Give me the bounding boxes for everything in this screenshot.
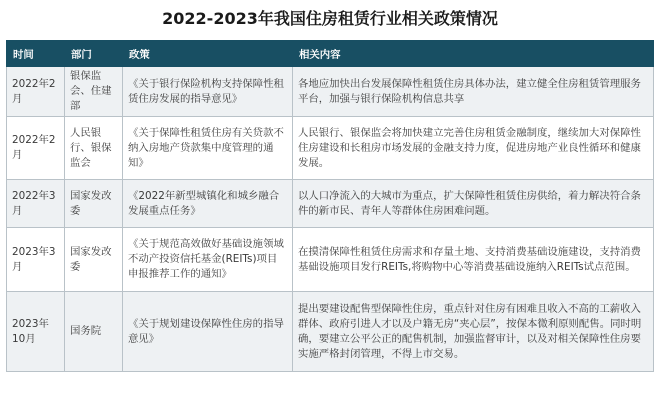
cell-policy: 《关于保障性租赁住房有关贷款不纳入房地产贷款集中度管理的通知》 [123,117,293,180]
cell-content: 人民银行、银保监会将加快建立完善住房租赁金融制度，继续加大对保障性住房建设和长租房市场发展的金融支持力度，促进房地产业良性循环和健康发展。 [293,117,654,180]
cell-policy: 《2022年新型城镇化和城乡融合发展重点任务》 [123,180,293,228]
cell-time: 2023年10月 [7,292,65,372]
cell-policy: 《关于规范高效做好基础设施领域不动产投资信托基金(REITs)项目申报推荐工作的通知》 [123,228,293,292]
table-header-row [7,41,654,67]
cell-time: 2022年2月 [7,117,65,180]
cell-content: 以人口净流入的大城市为重点，扩大保障性租赁住房供给，着力解决符合条件的新市民、青年人等群体住房困难问题。 [293,180,654,228]
header-time: 时间 [7,41,65,67]
cell-time: 2022年3月 [7,180,65,228]
policy-table [6,40,654,372]
cell-policy: 《关于银行保险机构支持保障性租赁住房发展的指导意见》 [123,67,293,117]
table-row [7,228,654,292]
cell-department: 银保监会、住建部 [65,67,123,117]
cell-content: 在摸清保障性租赁住房需求和存量土地、支持消费基础设施建设，支持消费基础设施项目发行REITs,将购物中心等消费基础设施纳入REITs试点范围。 [293,228,654,292]
header-department: 部门 [65,41,123,67]
cell-content: 各地应加快出台发展保障性租赁住房具体办法，建立健全住房租赁管理服务平台，加强与银行保险机构信息共享 [293,67,654,117]
cell-policy: 《关于规划建设保障性住房的指导意见》 [123,292,293,372]
header-content: 相关内容 [293,41,654,67]
header-policy: 政策 [123,41,293,67]
table-row [7,117,654,180]
cell-time: 2022年2月 [7,67,65,117]
page-title: 2022-2023年我国住房租赁行业相关政策情况 [162,9,498,28]
cell-time: 2023年3月 [7,228,65,292]
cell-department: 国家发改委 [65,228,123,292]
table-row [7,67,654,117]
table-row [7,180,654,228]
cell-content: 提出要建设配售型保障性住房，重点针对住房有困难且收入不高的工薪收入群体、政府引进人才以及户籍无房“夹心层”，按保本微利原则配售。同时明确，要建立公平公正的配售机制，加强监督审计，以及对相关保障性住房要实施严格封闭管理，不得上市交易。 [293,292,654,372]
cell-department: 人民银行、银保监会 [65,117,123,180]
cell-department: 国务院 [65,292,123,372]
table-row [7,292,654,372]
cell-department: 国家发改委 [65,180,123,228]
